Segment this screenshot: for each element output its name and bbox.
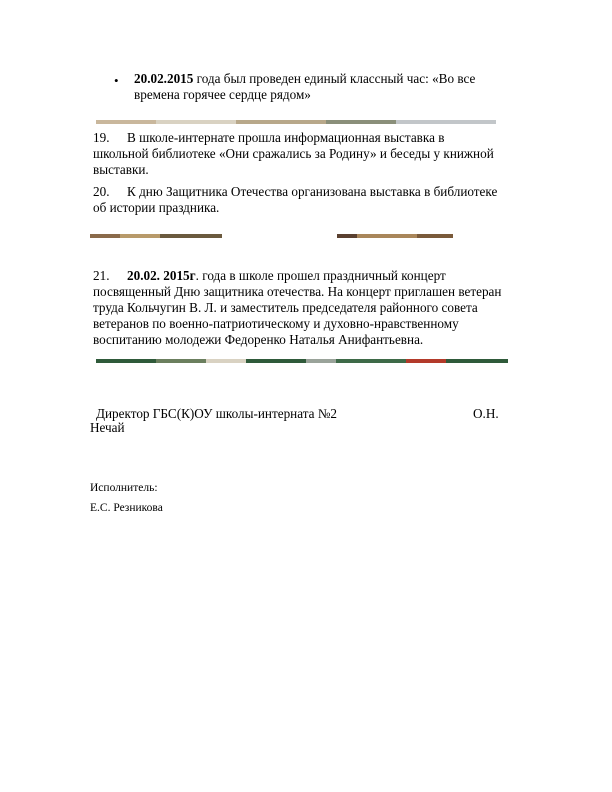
photo-strip xyxy=(337,234,453,238)
photo-strip xyxy=(96,120,496,124)
item-19-line2: школьной библиотеке «Они сражались за Родину» и беседы у книжной xyxy=(93,146,494,161)
executor-label: Исполнитель: xyxy=(90,482,158,494)
item-19-line3: выставки. xyxy=(93,162,149,177)
bullet-text: года был проведен единый классный час: «Во все xyxy=(193,71,476,86)
bullet-date: 20.02.2015 xyxy=(134,71,194,86)
item-20-number: 20. xyxy=(93,184,110,199)
item-21-line3: труда Кольчугин В. Л. и заместитель председателя районного совета xyxy=(93,300,478,315)
photo-strip xyxy=(96,359,508,363)
item-21-line1 xyxy=(127,268,557,284)
item-21-text: . года в школе прошел праздничный концерт xyxy=(195,268,446,283)
bullet-marker: • xyxy=(114,73,119,88)
director-title: Директор ГБС(К)ОУ школы-интерната №2 xyxy=(96,406,337,421)
director-initials: О.Н. xyxy=(473,406,499,421)
item-21-line4: ветеранов по военно-патриотическому и духовно-нравственному xyxy=(93,316,459,331)
item-21-line2: посвященный Дню защитника отечества. На концерт приглашен ветеран xyxy=(93,284,502,299)
item-21-date: 20.02. 2015г xyxy=(127,268,196,283)
item-19-number: 19. xyxy=(93,130,110,145)
item-21-line5: воспитанию молодежи Федоренко Наталья Анифантьевна. xyxy=(93,332,424,347)
bullet-item-line1 xyxy=(134,71,554,87)
photo-strip xyxy=(90,234,222,238)
item-20-line2: об истории праздника. xyxy=(93,200,220,215)
executor-name: Е.С. Резникова xyxy=(90,502,163,514)
item-20-line1: К дню Защитника Отечества организована выставка в библиотеке xyxy=(127,184,498,199)
item-19-line1: В школе-интернате прошла информационная выставка в xyxy=(127,130,445,145)
item-21-number: 21. xyxy=(93,268,110,283)
director-surname: Нечай xyxy=(90,420,125,435)
bullet-item-line2: времена горячее сердце рядом» xyxy=(134,87,311,102)
